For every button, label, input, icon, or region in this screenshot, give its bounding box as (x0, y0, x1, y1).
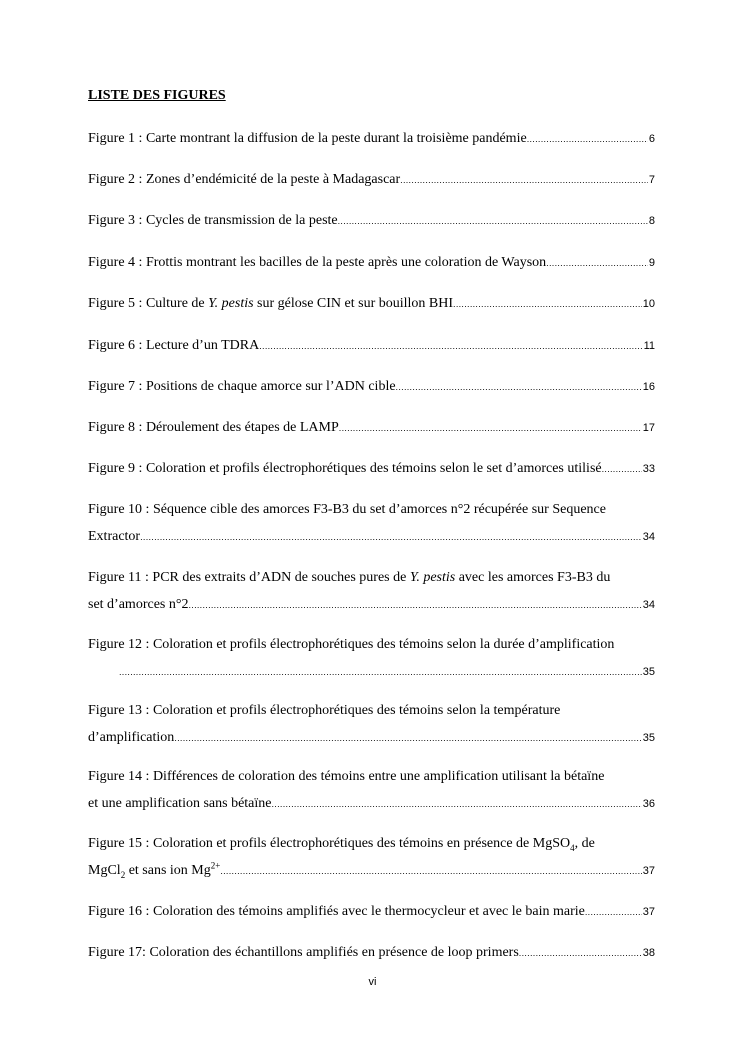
figure-entry-9[interactable] (88, 460, 655, 478)
dot-leader (519, 944, 642, 962)
entry-text: Figure 1 : Carte montrant la diffusion de la peste durant la troisième pandémie (88, 131, 527, 146)
page-folio: vi (368, 976, 377, 988)
figure-entry-17[interactable] (88, 944, 655, 962)
page-number: 8 (648, 215, 655, 227)
dot-leader (338, 212, 648, 230)
page-number: 17 (642, 422, 655, 434)
page-number: 35 (642, 666, 655, 678)
dot-leader (119, 663, 642, 681)
figure-entry-7[interactable] (88, 378, 655, 396)
entry-text: Figure 12 : Coloration et profils électrophorétiques des témoins selon la durée d’amplification (88, 637, 615, 652)
figure-entry-15[interactable] (88, 835, 655, 880)
entry-text: Figure 5 : Culture de Y. pestis sur gélose CIN et sur bouillon BHI (88, 296, 454, 311)
entry-text: Figure 15 : Coloration et profils électrophorétiques des témoins en présence de MgSO$_4$, de (88, 836, 595, 853)
dot-leader (272, 795, 642, 813)
entry-text: Figure 14 : Différences de coloration des témoins entre une amplification utilisant la bétaïne (88, 769, 605, 784)
page-number: 9 (648, 257, 655, 269)
species-name: Y. pestis (409, 570, 456, 585)
entry-text: Figure 17: Coloration des échantillons amplifiés en présence de loop primers (88, 945, 519, 960)
entry-text: Figure 3 : Cycles de transmission de la peste (88, 213, 338, 228)
dot-leader (400, 171, 648, 189)
figure-entry-4[interactable] (88, 254, 655, 272)
page-number: 35 (642, 732, 655, 744)
dot-leader (585, 903, 642, 921)
dot-leader (396, 378, 642, 396)
figure-entry-5[interactable] (88, 295, 655, 313)
figure-entry-3[interactable] (88, 212, 655, 230)
page-number: 7 (648, 174, 655, 186)
entry-text: Figure 16 : Coloration des témoins amplifiés avec le thermocycleur et avec le bain marie (88, 904, 585, 919)
page-number: 34 (642, 599, 655, 611)
entry-text: set d’amorces n°2 (88, 597, 189, 612)
page-number: 37 (642, 906, 655, 918)
figure-entry-1[interactable] (88, 130, 655, 148)
dot-leader (140, 528, 642, 546)
dot-leader (174, 729, 641, 747)
figure-entry-13[interactable] (88, 702, 655, 747)
entry-text: Figure 2 : Zones d’endémicité de la peste à Madagascar (88, 172, 401, 187)
page-number: 36 (642, 798, 655, 810)
entry-text: Figure 8 : Déroulement des étapes de LAMP (88, 420, 339, 435)
entry-text: et une amplification sans bétaïne (88, 796, 272, 811)
page-number: 38 (642, 947, 655, 959)
figure-entry-14[interactable] (88, 768, 655, 813)
entry-text: Figure 10 : Séquence cible des amorces F3-B3 du set d’amorces n°2 récupérée sur Sequence (88, 502, 606, 517)
entry-text: Figure 11 : PCR des extraits d’ADN de souches pures de Y. pestis avec les amorces F3-B3 du (88, 570, 611, 585)
dot-leader (527, 130, 648, 148)
figure-entry-10[interactable] (88, 501, 655, 546)
entry-text: Figure 9 : Coloration et profils électrophorétiques des témoins selon le set d’amorces utilisé (88, 461, 602, 476)
page-number: 33 (642, 463, 655, 475)
page-number: 34 (642, 531, 655, 543)
figure-entry-6[interactable] (88, 337, 655, 355)
page-number: 6 (648, 133, 655, 145)
entry-text: Figure 13 : Coloration et profils électrophorétiques des témoins selon la température (88, 703, 561, 718)
figure-entry-12[interactable] (88, 636, 655, 681)
dot-leader (259, 337, 642, 355)
species-name: Y. pestis (208, 296, 254, 311)
page-number: 11 (643, 340, 655, 352)
page-number: 37 (642, 865, 655, 877)
entry-text: Figure 4 : Frottis montrant les bacilles de la peste après une coloration de Wayson (88, 255, 547, 270)
entry-text: Extractor (88, 529, 141, 544)
entry-text: d’amplification (88, 730, 175, 745)
dot-leader (453, 295, 642, 313)
figure-entry-2[interactable] (88, 171, 655, 189)
page-title: LISTE DES FIGURES (88, 88, 226, 103)
dot-leader (188, 596, 641, 614)
dot-leader (339, 419, 642, 437)
dot-leader (220, 862, 641, 880)
figure-entry-11[interactable] (88, 569, 655, 614)
page-number: 10 (642, 298, 655, 310)
dot-leader (602, 460, 642, 478)
figure-entry-16[interactable] (88, 903, 655, 921)
entry-text: Figure 7 : Positions de chaque amorce sur l’ADN cible (88, 379, 396, 394)
entry-text: MgCl$_2$ et sans ion $Mg^{2+}$ (88, 860, 221, 880)
dot-leader (546, 254, 648, 272)
entry-text: Figure 6 : Lecture d’un TDRA (88, 338, 260, 353)
figure-entry-8[interactable] (88, 419, 655, 437)
page-number: 16 (642, 381, 655, 393)
